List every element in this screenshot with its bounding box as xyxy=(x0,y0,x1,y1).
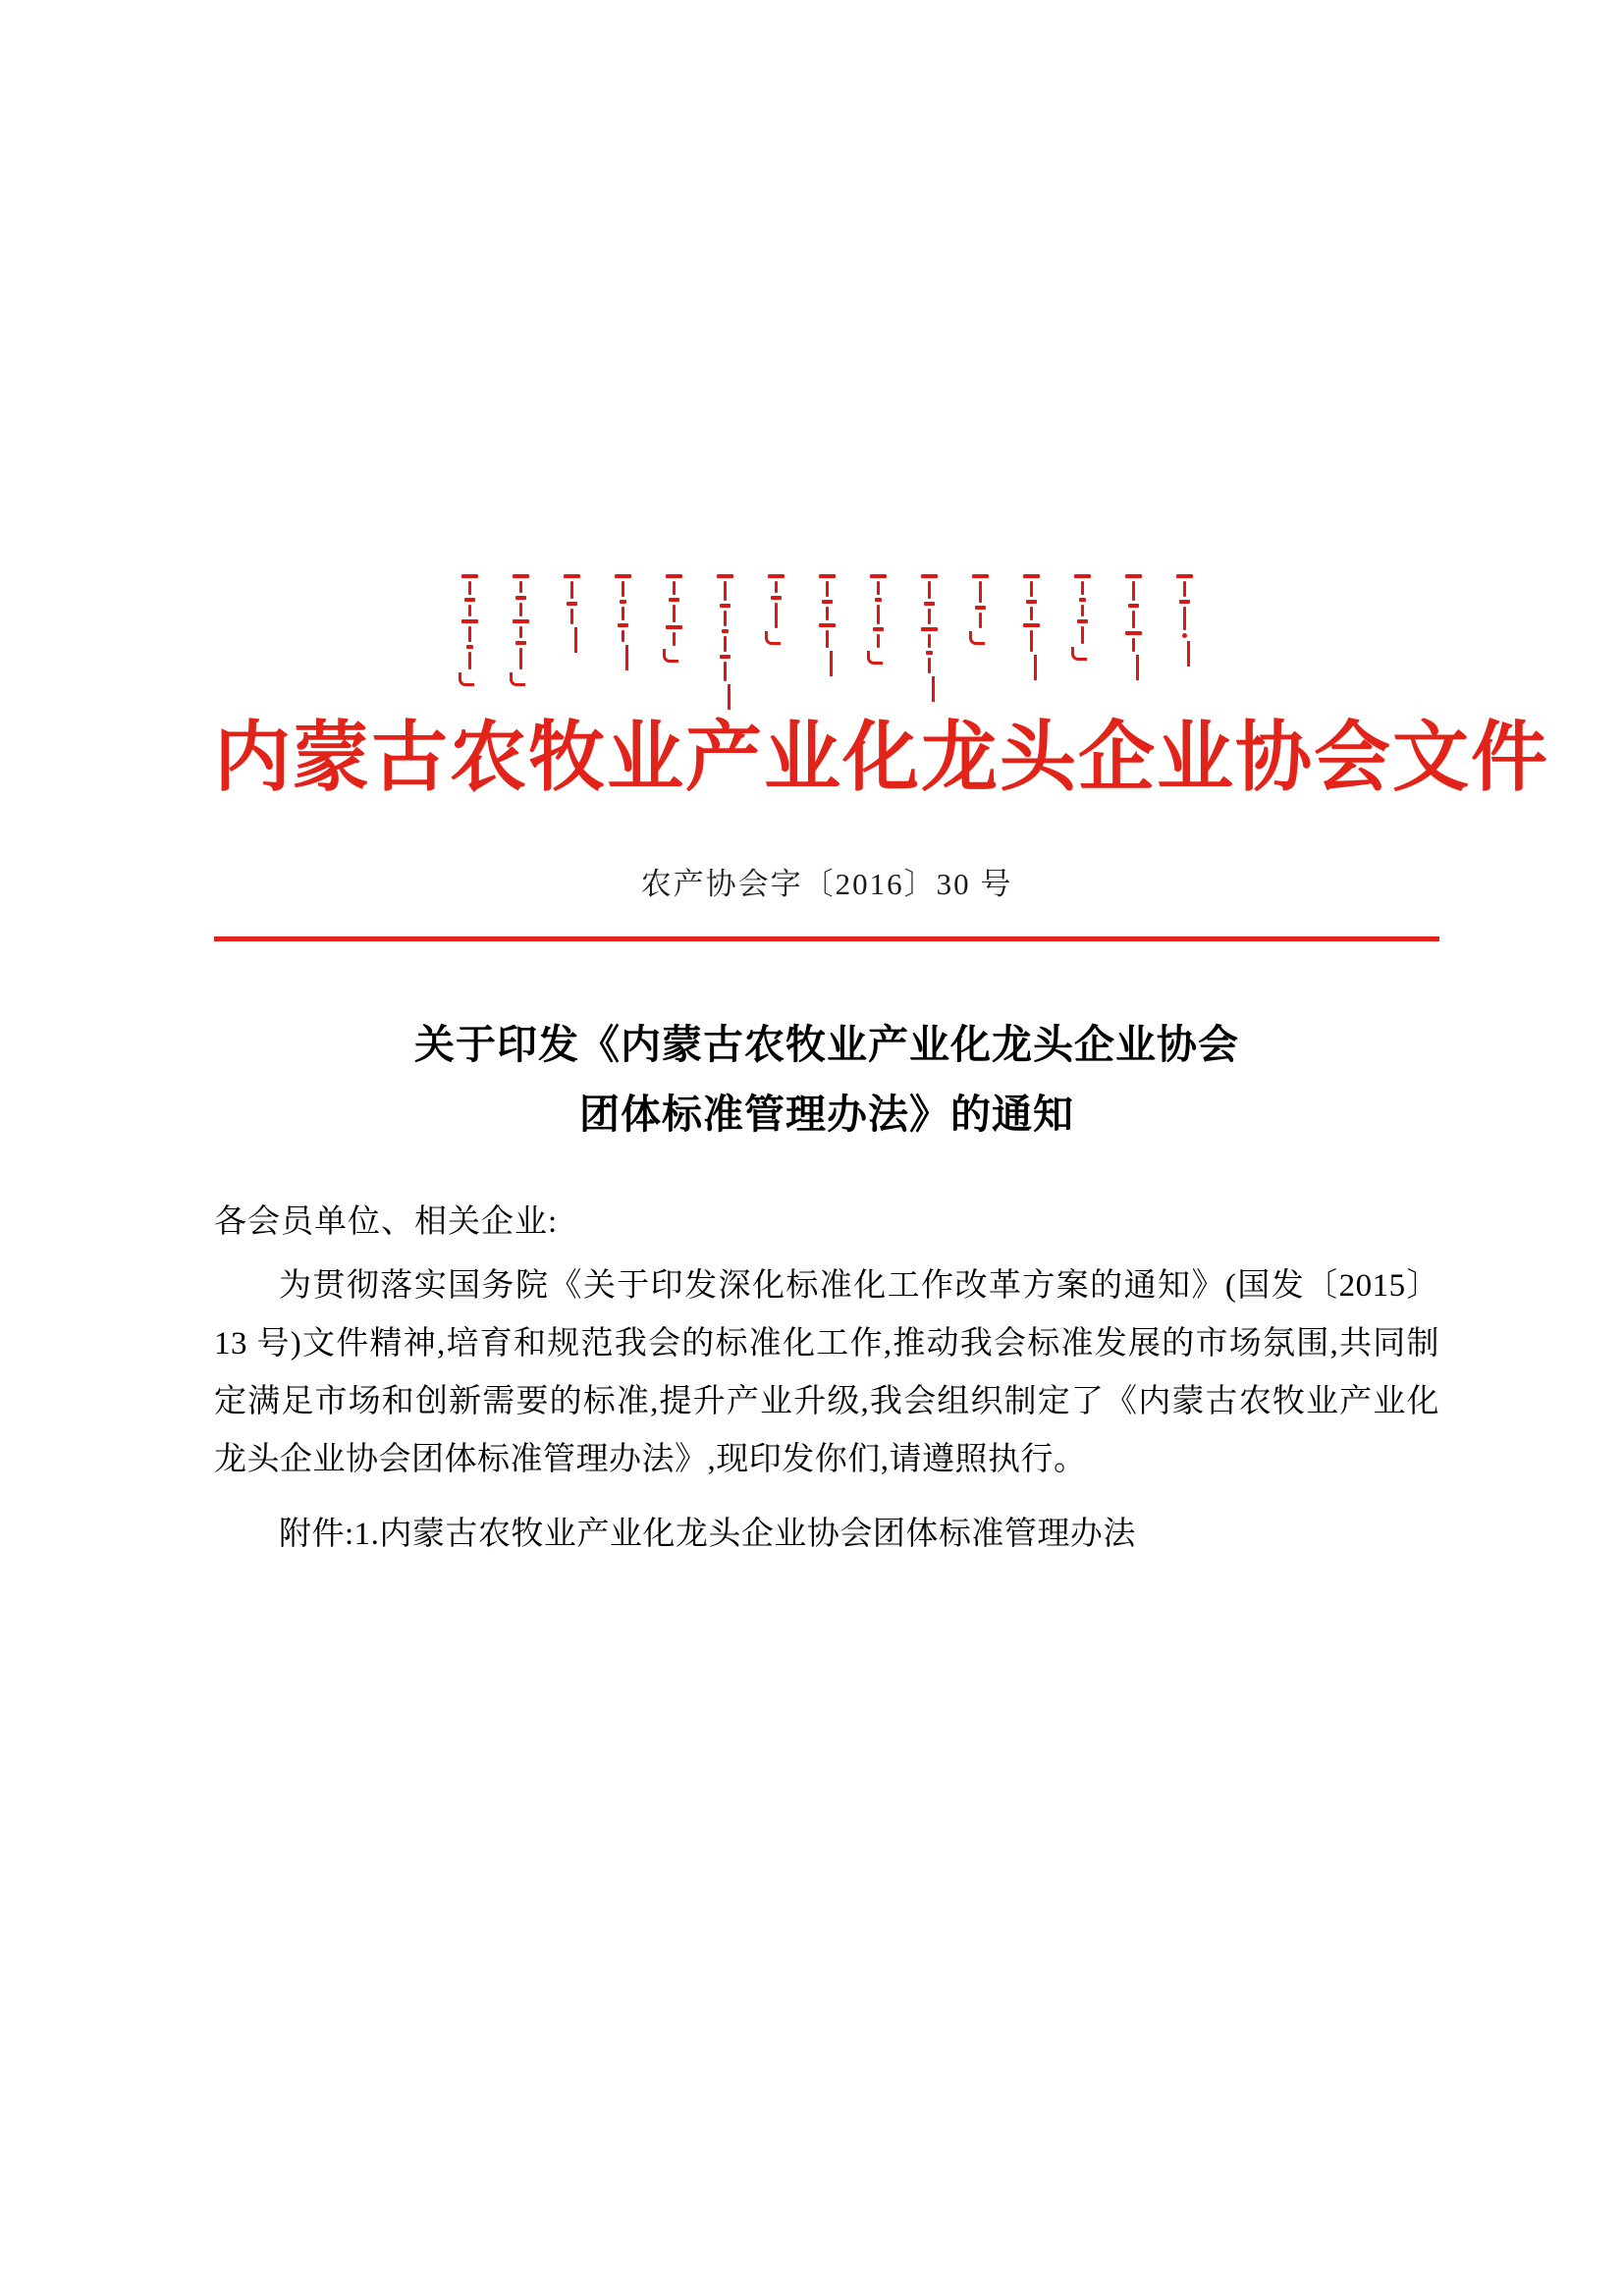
mongolian-glyph xyxy=(457,574,482,686)
mongolian-glyph xyxy=(1171,574,1197,667)
mongolian-glyph xyxy=(508,574,533,686)
mongolian-glyph xyxy=(967,574,993,645)
masthead-title: 内蒙古农牧业产业化龙头企业协会文件 xyxy=(214,715,1550,800)
page-title-line-1: 关于印发《内蒙古农牧业产业化龙头企业协会 xyxy=(414,1021,1239,1067)
mongolian-glyph xyxy=(916,574,942,702)
mongolian-glyph xyxy=(559,574,584,653)
document-number: 农产协会字〔2016〕30 号 xyxy=(640,866,1013,901)
mongolian-glyph xyxy=(712,574,737,710)
red-divider-rule xyxy=(214,936,1439,941)
salutation: 各会员单位、相关企业: xyxy=(214,1204,559,1241)
attachment-line: 附件:1.内蒙古农牧业产业化龙头企业协会团体标准管理办法 xyxy=(279,1517,1136,1553)
body-paragraph-1: 为贯彻落实国务院《关于印发深化标准化工作改革方案的通知》(国发〔2015〕13 号)文件精神,培育和规范我会的标准化工作,推动我会标准发展的市场氛围,共同制定满足市场和创新需要的标准,提升产业升级,我会组织制定了《内蒙古农牧业产业化龙头企业协会团体标准管理办法》,现印发你们,请遵照执行。 xyxy=(214,1268,1439,1477)
mongolian-script-header xyxy=(214,574,1439,692)
mongolian-glyph xyxy=(610,574,635,670)
page-title xyxy=(214,1010,1439,1151)
mongolian-glyph xyxy=(1120,574,1146,680)
mongolian-glyph xyxy=(763,574,788,645)
mongolian-glyph xyxy=(1069,574,1095,661)
mongolian-glyph xyxy=(661,574,686,663)
page-title-line-2: 团体标准管理办法》的通知 xyxy=(579,1092,1074,1138)
document-content xyxy=(214,0,1550,1564)
mongolian-glyph xyxy=(1018,574,1044,680)
mongolian-glyph xyxy=(814,574,839,676)
mongolian-glyph xyxy=(865,574,891,665)
